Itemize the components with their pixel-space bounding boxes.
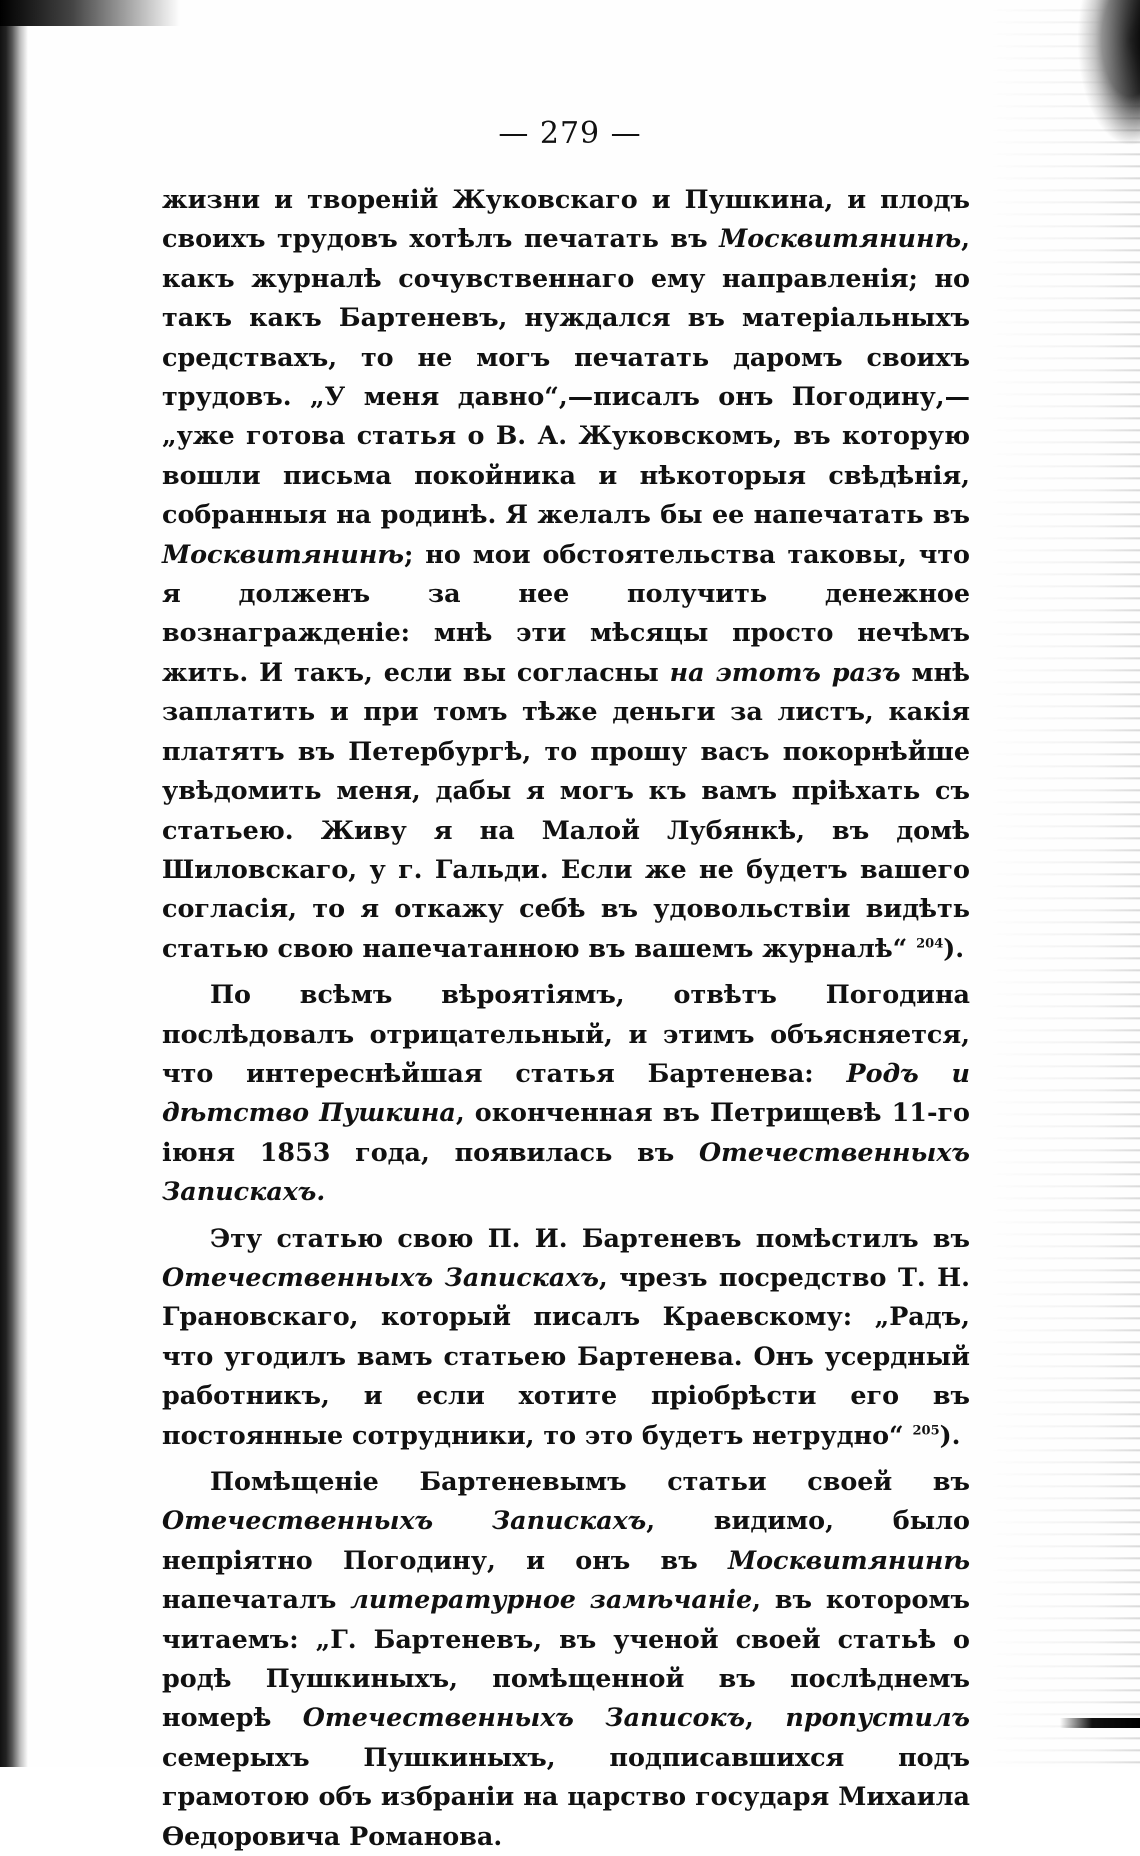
paragraph [162, 975, 970, 1211]
italic-text: Москвитянинѣ [719, 223, 962, 254]
italic-text: Отечественныхъ Запискахъ [162, 1505, 647, 1536]
paragraph [162, 1219, 970, 1455]
scan-mark-bottom [1060, 1718, 1140, 1728]
text-run: ). [939, 1419, 961, 1450]
text-run: , оконченная въ Петрищевѣ 11-го іюня 1853 года, появилась въ [162, 1097, 970, 1167]
italic-text: Москвитянинѣ [162, 538, 405, 569]
text-run: , видимо, было непріятно Погодину, и онъ въ [162, 1505, 970, 1575]
text-run: , какъ журналѣ сочувственнаго ему направленія; но такъ какъ Бартеневъ, нуждался въ матеріальныхъ средствахъ, то не могъ печатать даромъ своихъ трудовъ. „У меня давно“,—писалъ онъ Погодину,—„уже готова статья о В. А. Жуковскомъ, въ которую вошли письма покойника и нѣкоторыя свѣдѣнія, собранныя на родинѣ. Я желалъ бы ее напечатать въ [162, 223, 970, 530]
text-run: жизни и твореній Жуковскаго и Пушкина, и плодъ своихъ трудовъ хотѣлъ печатать въ [162, 184, 970, 254]
text-run: Помѣщеніе Бартеневымъ статьи своей въ [210, 1466, 970, 1496]
text-run: По всѣмъ вѣроятіямъ, отвѣтъ Погодина послѣдовалъ отрицательный, и этимъ объясняется, что интереснѣйшая статья Бартенева: [162, 979, 970, 1088]
scan-shadow-top [0, 0, 180, 26]
paragraph [162, 180, 970, 968]
italic-text: Отечественныхъ Запискахъ. [162, 1136, 970, 1207]
text-run: , чрезъ посредство Т. Н. Грановскаго, который писалъ Краевскому: „Радъ, что угодилъ вамъ статьею Бартенева. Онъ усердный работникъ, и если хотите пріобрѣсти его въ постоянные сотрудники, то это будетъ нетрудно“ [162, 1261, 970, 1450]
text-run: напечаталъ [162, 1584, 351, 1615]
italic-text: литературное замѣчаніе [350, 1584, 753, 1615]
scan-shadow-left [0, 0, 28, 1767]
text-run: семерыхъ Пушкиныхъ, подписавшихся подъ грамотою объ избраніи на царство государя Михаила Ѳедоровича Романова. [162, 1741, 970, 1851]
italic-text: пропустилъ [785, 1702, 970, 1733]
text-run: мнѣ заплатить и при томъ тѣже деньги за листъ, какія платятъ въ Петербургѣ, то прошу васъ покорнѣйше увѣдомить меня, дабы я могъ къ вамъ пріѣхать съ статьею. Живу я на Малой Лубянкѣ, въ домѣ Шиловскаго, у г. Гальди. Если же не будетъ вашего согласія, то я откажу себѣ въ удовольствіи видѣть статью свою напечатанною въ вашемъ журналѣ“ [162, 656, 971, 963]
italic-text: Отечественныхъ Записокъ [302, 1702, 746, 1733]
scan-shadow-right [990, 0, 1140, 1767]
text-run: ). [943, 932, 965, 963]
text-run: ; но мои обстоятельства таковы, что я долженъ за нее получить денежное вознагражденіе: мнѣ эти мѣсяцы просто нечѣмъ жить. И такъ, если вы согласны [162, 538, 970, 687]
paragraph [162, 1462, 970, 1856]
footnote-ref: 204 [916, 936, 944, 952]
text-run: , [745, 1702, 786, 1733]
text-run: , въ которомъ читаемъ: „Г. Бартеневъ, въ ученой своей статьѣ о родѣ Пушкиныхъ, помѣщенной въ послѣднемъ номерѣ [162, 1584, 970, 1733]
footnote-ref: 205 [912, 1423, 940, 1439]
italic-text: Отечественныхъ Запискахъ [162, 1261, 599, 1292]
body-text [162, 180, 970, 1856]
page-number: — 279 — [498, 116, 642, 151]
text-run: Эту статью свою П. И. Бартеневъ помѣстилъ въ [210, 1222, 970, 1253]
italic-text: на этотъ разъ [669, 656, 901, 687]
italic-text: Родъ и дѣтство Пушкина [162, 1057, 970, 1128]
italic-text: Москвитянинѣ [727, 1544, 970, 1575]
